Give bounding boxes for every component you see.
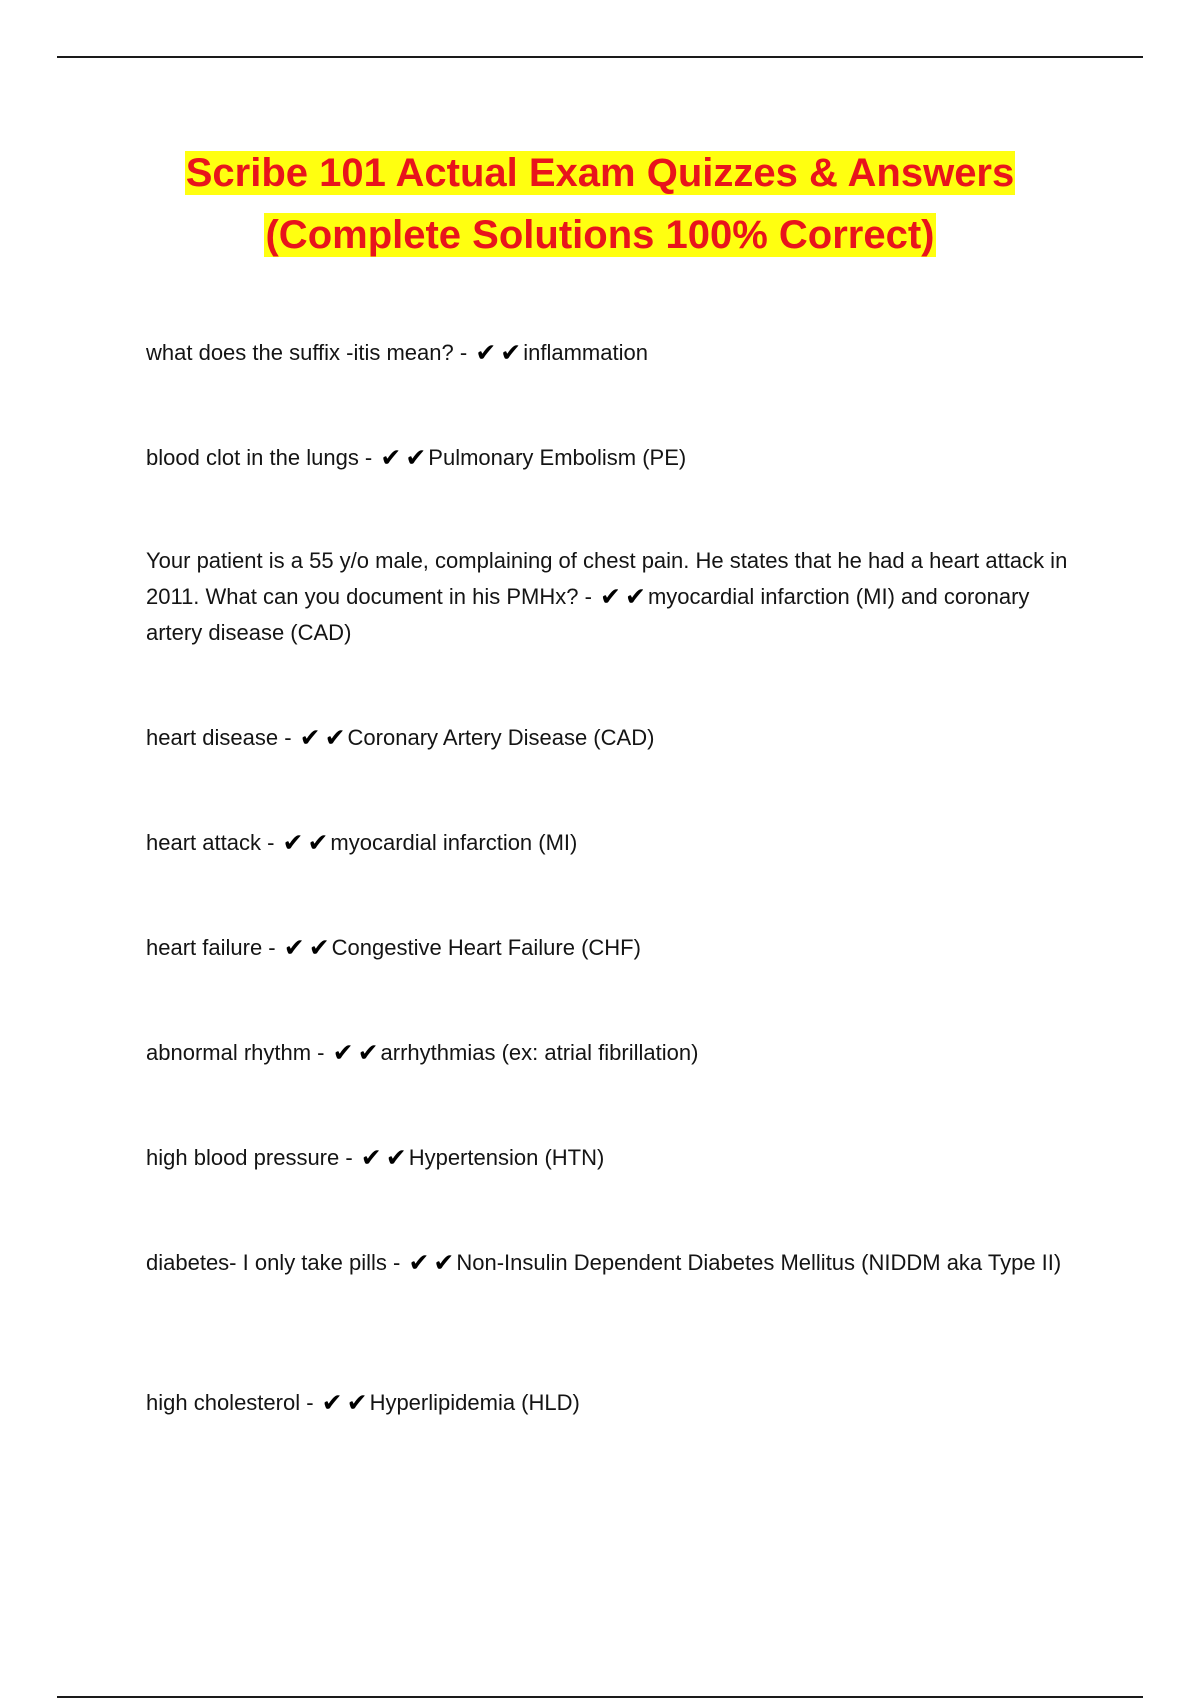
question-text: diabetes- I only take pills -: [146, 1250, 407, 1275]
answer-text: Pulmonary Embolism (PE): [428, 445, 687, 470]
checkmark-icon: ✔: [321, 1388, 343, 1417]
checkmark-icon: ✔: [600, 582, 621, 611]
top-rule: [57, 56, 1143, 58]
qa-item: [146, 1140, 1086, 1176]
checkmark-icon: ✔: [405, 443, 427, 472]
answer-text: arrhythmias (ex: atrial fibrillation): [380, 1040, 699, 1065]
question-text: abnormal rhythm -: [146, 1040, 331, 1065]
checkmark-icon: ✔: [357, 1038, 379, 1067]
bottom-rule: [57, 1696, 1143, 1698]
checkmark-icon: ✔: [360, 1143, 382, 1172]
question-text: heart failure -: [146, 935, 282, 960]
answer-text: myocardial infarction (MI): [330, 830, 578, 855]
qa-item: [146, 930, 1086, 966]
question-text: heart disease -: [146, 725, 298, 750]
qa-item: [146, 543, 1086, 651]
qa-item: [146, 720, 1086, 756]
qa-item: [146, 440, 1086, 476]
answer-text: Congestive Heart Failure (CHF): [331, 935, 641, 960]
question-text: blood clot in the lungs -: [146, 445, 379, 470]
title-line-2: (Complete Solutions 100% Correct): [265, 213, 935, 257]
checkmark-icon: ✔: [308, 933, 330, 962]
qa-item: [146, 335, 1086, 371]
checkmark-icon: ✔: [624, 582, 646, 611]
document-title: [0, 142, 1200, 266]
qa-item: [146, 1035, 1086, 1071]
answer-text: inflammation: [523, 340, 648, 365]
answer-text: Non-Insulin Dependent Diabetes Mellitus (NIDDM aka Type II): [456, 1250, 1062, 1275]
checkmark-icon: ✔: [282, 828, 304, 857]
answer-text: Coronary Artery Disease (CAD): [347, 725, 655, 750]
qa-item: [146, 1245, 1086, 1281]
checkmark-icon: ✔: [380, 443, 402, 472]
checkmark-icon: ✔: [324, 723, 346, 752]
checkmark-icon: ✔: [346, 1388, 368, 1417]
answer-text: Hypertension (HTN): [408, 1145, 605, 1170]
checkmark-icon: ✔: [408, 1248, 430, 1277]
checkmark-icon: ✔: [307, 828, 329, 857]
checkmark-icon: ✔: [500, 338, 522, 367]
checkmark-icon: ✔: [385, 1143, 407, 1172]
answer-text: myocardial infarction (MI) and coronary artery disease (CAD): [146, 584, 1030, 645]
checkmark-icon: ✔: [433, 1248, 455, 1277]
qa-item: [146, 1385, 1086, 1421]
checkmark-icon: ✔: [283, 933, 305, 962]
question-text: high blood pressure -: [146, 1145, 359, 1170]
checkmark-icon: ✔: [299, 723, 321, 752]
checkmark-icon: ✔: [332, 1038, 354, 1067]
question-text: heart attack -: [146, 830, 281, 855]
question-text: high cholesterol -: [146, 1390, 320, 1415]
answer-text: Hyperlipidemia (HLD): [369, 1390, 580, 1415]
title-line-1: Scribe 101 Actual Exam Quizzes & Answers: [185, 151, 1015, 195]
question-text: what does the suffix -itis mean? -: [146, 340, 474, 365]
qa-item: [146, 825, 1086, 861]
checkmark-icon: ✔: [475, 338, 497, 367]
question-text: Your patient is a 55 y/o male, complaining of chest pain. He states that he had a heart attack in 2011. What can you document in his PMHx? -: [146, 548, 1068, 609]
